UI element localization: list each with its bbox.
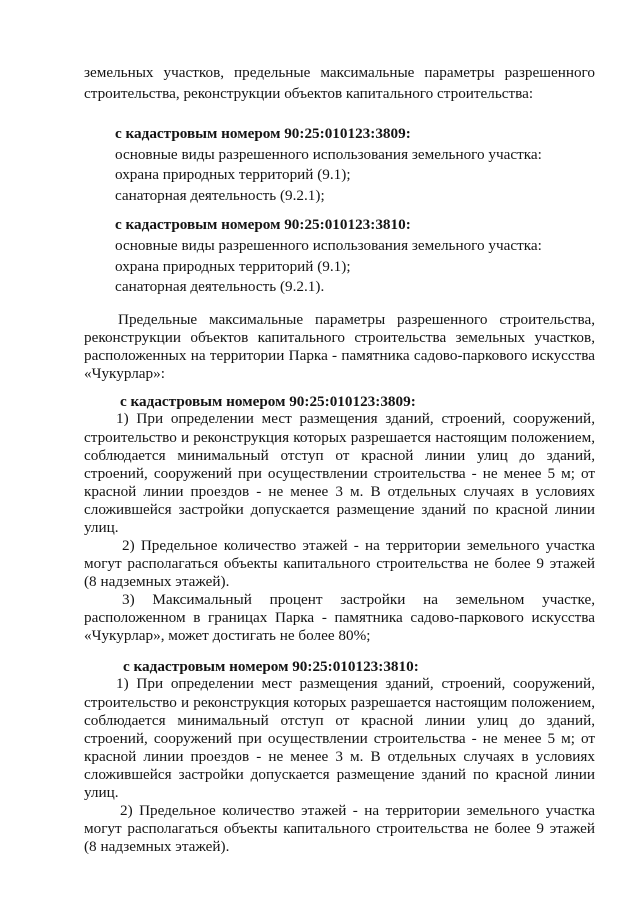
- paragraph-line: красной линии проездов - не менее 3 м. В отдельных случаях в условиях: [84, 748, 595, 765]
- section-heading-3810: с кадастровым номером 90:25:010123:3810:: [115, 216, 411, 233]
- use-list-item: санаторная деятельность (9.2.1);: [115, 187, 325, 204]
- intro-line: строительства, реконструкции объектов капитального строительства:: [84, 85, 534, 102]
- paragraph-line: строительство и реконструкция которых разрешается настоящим положением,: [84, 429, 595, 446]
- paragraph-line: красной линии проездов - не менее 3 м. В отдельных случаях в условиях: [84, 483, 595, 500]
- paragraph-line: 1) При определении мест размещения зданий, строений, сооружений,: [116, 675, 595, 692]
- paragraph-line: расположенном в границах Парка - памятника садово-паркового искусства: [84, 609, 595, 626]
- use-list-item: санаторная деятельность (9.2.1).: [115, 278, 325, 295]
- use-list-item: основные виды разрешенного использования земельного участка:: [115, 146, 542, 163]
- paragraph-line: 3) Максимальный процент застройки на земельном участке,: [122, 591, 595, 608]
- paragraph-line: улиц.: [84, 784, 119, 801]
- paragraph-line: могут располагаться объекты капитального строительства не более 9 этажей: [84, 820, 595, 837]
- params-intro-line: Предельные максимальные параметры разрешенного строительства,: [118, 311, 595, 328]
- paragraph-line: сложившейся застройки допускается размещение зданий по красной линии: [84, 766, 595, 783]
- params-heading-3809: с кадастровым номером 90:25:010123:3809:: [120, 393, 416, 410]
- paragraph-line: строений, сооружений при осуществлении строительства - не менее 5 м; от: [84, 465, 595, 482]
- paragraph-line: (8 надземных этажей).: [84, 838, 230, 855]
- use-list-item: охрана природных территорий (9.1);: [115, 258, 351, 275]
- paragraph-line: улиц.: [84, 519, 119, 536]
- intro-line: земельных участков, предельные максимальные параметры разрешенного: [84, 64, 595, 81]
- use-list-item: охрана природных территорий (9.1);: [115, 166, 351, 183]
- paragraph-line: 2) Предельное количество этажей - на территории земельного участка: [120, 802, 595, 819]
- section-heading-3809: с кадастровым номером 90:25:010123:3809:: [115, 125, 411, 142]
- params-intro-line: расположенных на территории Парка - памятника садово-паркового искусства: [84, 347, 595, 364]
- paragraph-line: 1) При определении мест размещения зданий, строений, сооружений,: [116, 410, 595, 427]
- paragraph-line: соблюдается минимальный отступ от красной линии улиц до зданий,: [84, 447, 595, 464]
- params-intro-line: реконструкции объектов капитального строительства земельных участков,: [84, 329, 595, 346]
- paragraph-line: сложившейся застройки допускается размещение зданий по красной линии: [84, 501, 595, 518]
- use-list-item: основные виды разрешенного использования земельного участка:: [115, 237, 542, 254]
- params-intro-line: «Чукурлар»:: [84, 365, 165, 382]
- paragraph-line: «Чукурлар», может достигать не более 80%;: [84, 627, 371, 644]
- paragraph-line: соблюдается минимальный отступ от красной линии улиц до зданий,: [84, 712, 595, 729]
- params-heading-3810: с кадастровым номером 90:25:010123:3810:: [123, 658, 419, 675]
- paragraph-line: строений, сооружений при осуществлении строительства - не менее 5 м; от: [84, 730, 595, 747]
- paragraph-line: могут располагаться объекты капитального строительства не более 9 этажей: [84, 555, 595, 572]
- paragraph-line: 2) Предельное количество этажей - на территории земельного участка: [122, 537, 595, 554]
- paragraph-line: (8 надземных этажей).: [84, 573, 230, 590]
- paragraph-line: строительство и реконструкция которых разрешается настоящим положением,: [84, 694, 595, 711]
